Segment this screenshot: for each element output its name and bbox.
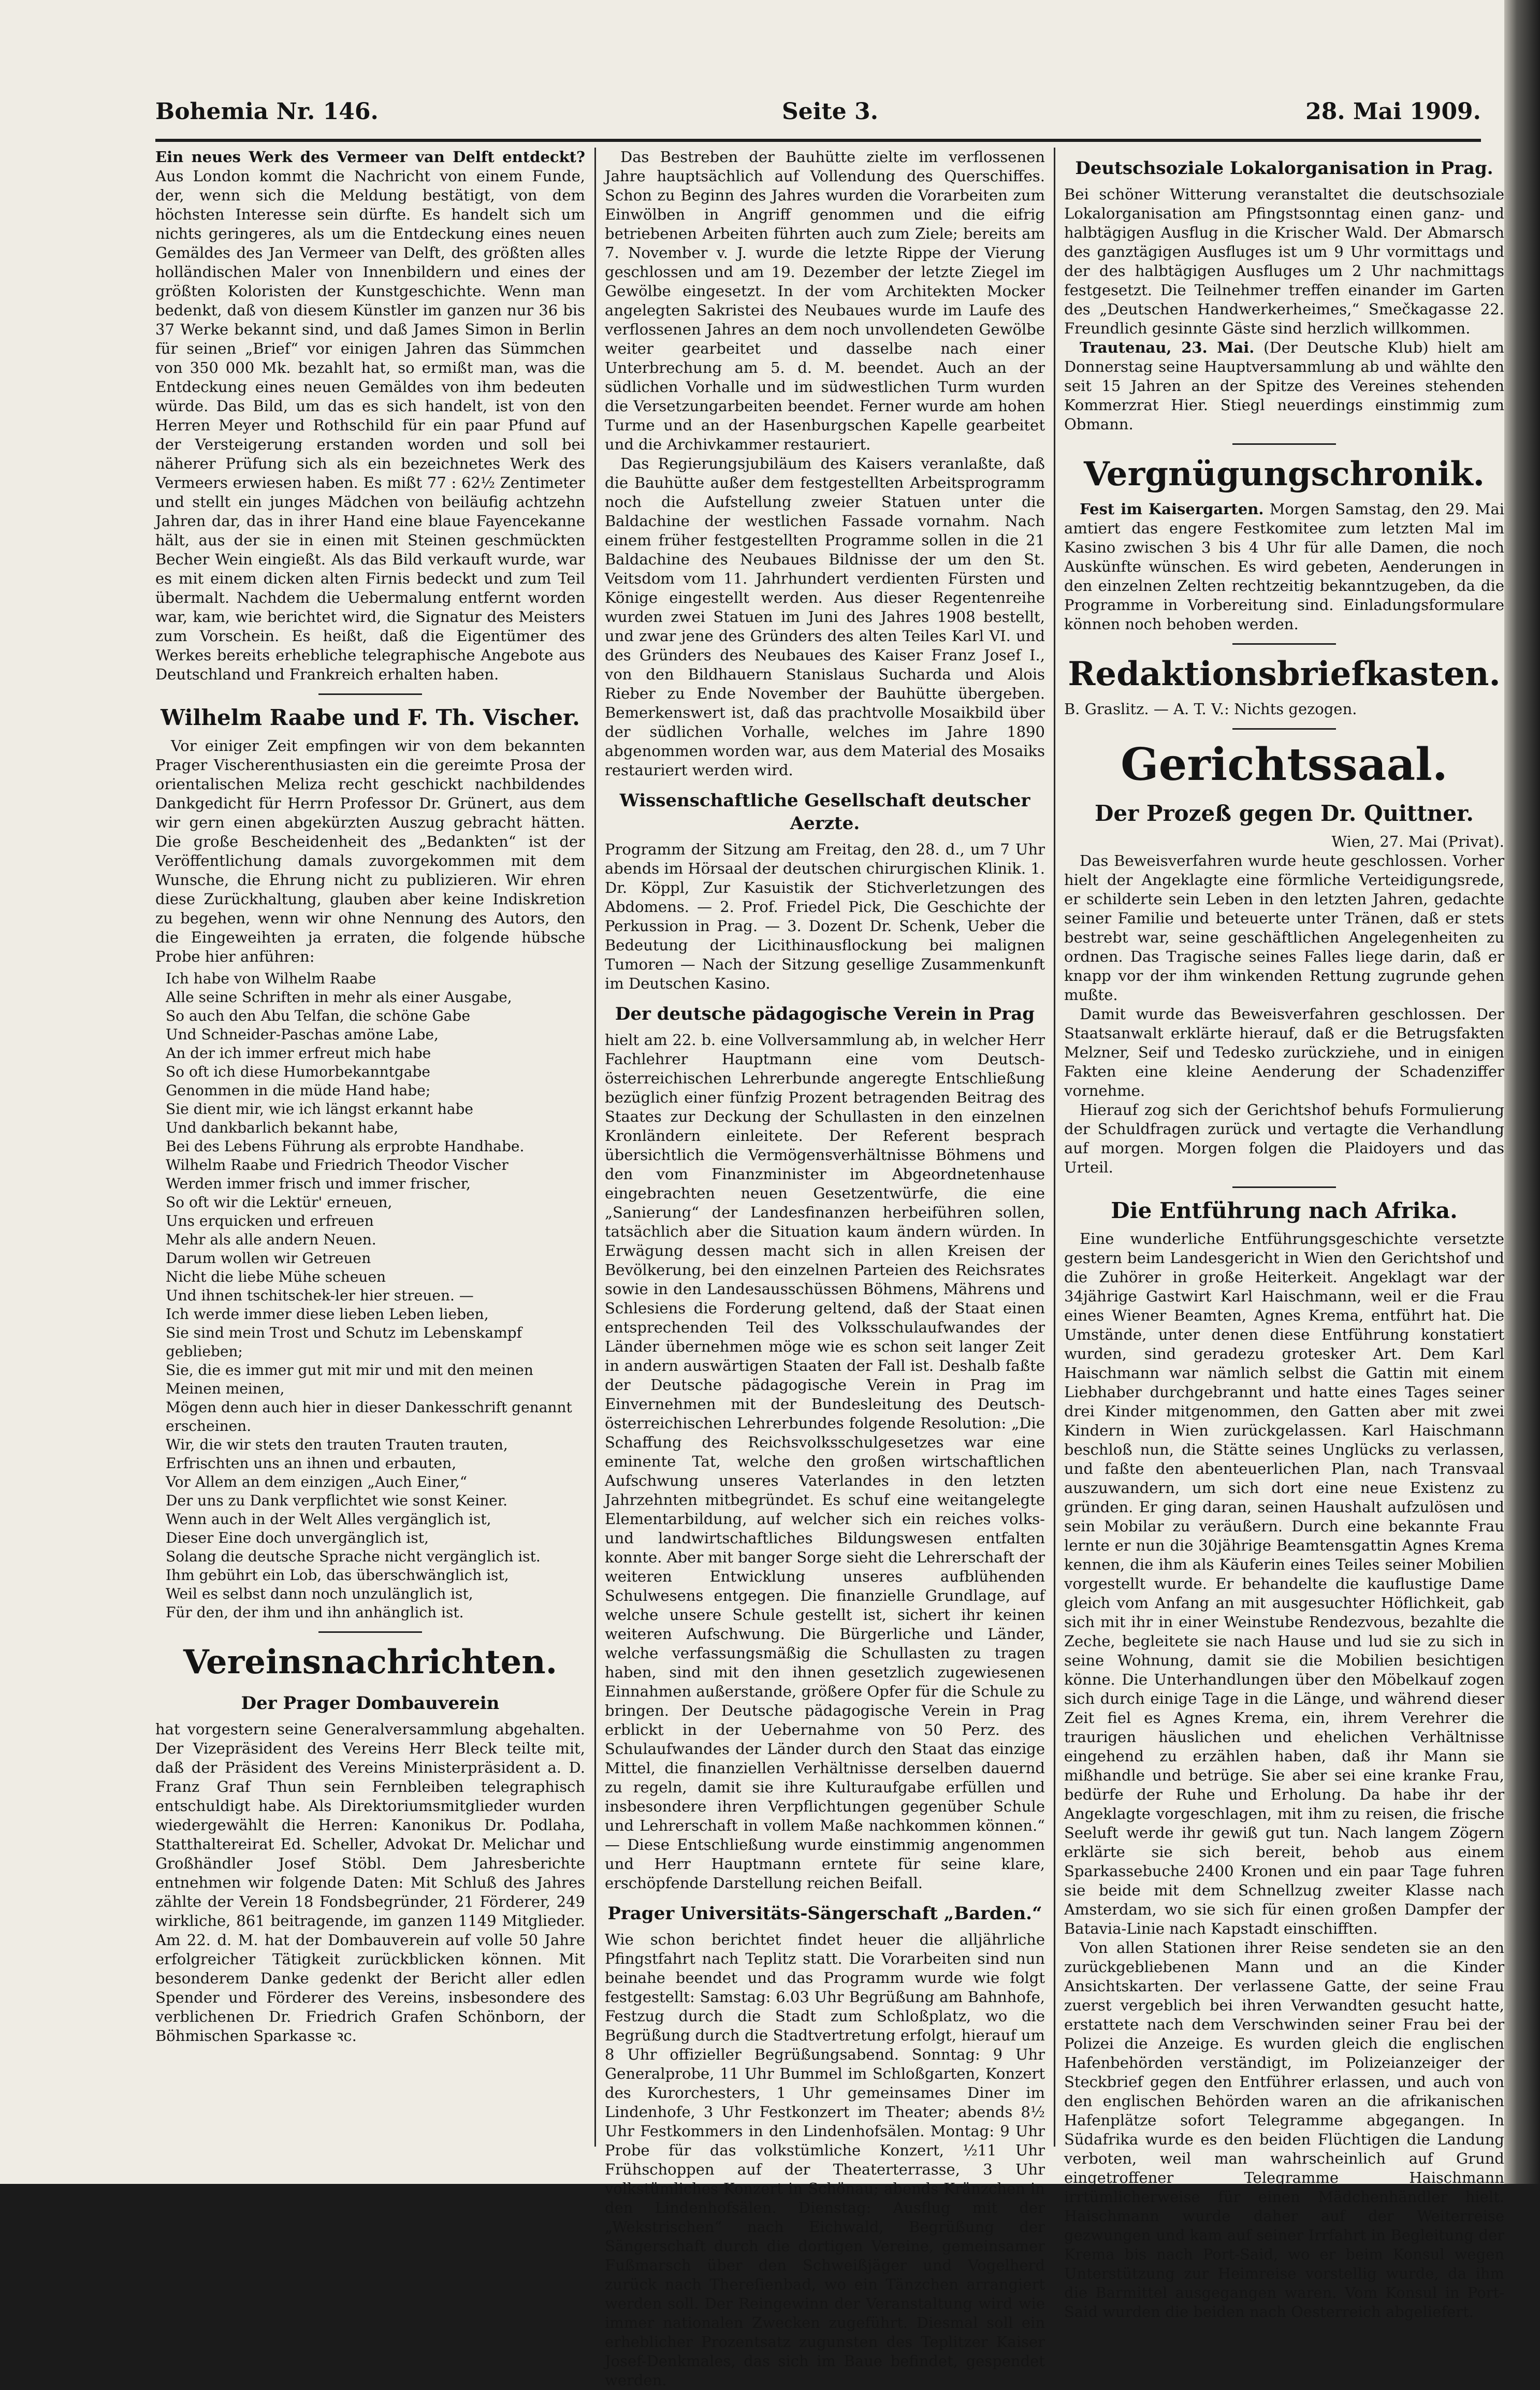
dateline: Wien, 27. Mai (Privat). (1331, 833, 1504, 850)
article-title: Fest im Kaisergarten. (1080, 500, 1264, 518)
article-divider (318, 1631, 422, 1633)
poem-line: Alle seine Schriften in mehr als einer Ausgabe, (166, 989, 512, 1006)
section-title: Gerichtssaal. (1121, 738, 1448, 791)
poem-line: So oft ich diese Humorbekanntgabe (166, 1063, 430, 1080)
article-text: Hierauf zog sich der Gerichtshof behufs Formulierung der Schuldfragen zurück und vertagte die Verhandlung auf morgen. Morgen folgen die Plaidoyers und das Urteil. (1064, 1101, 1504, 1176)
poem-line: Ihm gebührt ein Lob, das überschwänglich ist, (166, 1567, 509, 1584)
header-rule (155, 139, 1481, 142)
column-3 (1064, 148, 1505, 2321)
poem-line: Mögen denn auch hier in dieser Dankesschrift genannt (166, 1399, 572, 1416)
column-rule (1054, 148, 1055, 2147)
article-trautenau (1064, 338, 1504, 434)
article-text: Damit wurde das Beweisverfahren geschlossen. Der Staatsanwalt erklärte hierauf, daß er die Betrugsfakten Melzner, Seif und Tedesko zurückziehe, und in einigen Fakten eine kleine Aenderung der Schadenziffer vornehme. (1064, 1005, 1504, 1099)
article-text: Das Beweisverfahren wurde heute geschlossen. Vorher hielt der Angeklagte eine förmliche Verteidigungsrede, er schilderte sein Leben in den letzten Jahren, gedachte seiner Familie und beteuerte unter Tränen, daß er stets bestrebt war, seine geschäftlichen Angelegenheiten zu ordnen. Das Tragische seines Falles liege darin, daß er knapp vor der ihm winkenden Rettung zugrunde gehen mußte. (1064, 852, 1504, 1004)
poem-line: Sie, die es immer gut mit mir und mit den meinen (166, 1361, 533, 1379)
poem-line: Darum wollen wir Getreuen (166, 1250, 371, 1267)
poem-line: Bei des Lebens Führung als erprobte Handhabe. (166, 1138, 525, 1155)
article-divider (1232, 443, 1336, 445)
section-title: Vereinsnachrichten. (183, 1643, 557, 1682)
poem-line: Solang die deutsche Sprache nicht vergänglich ist. (166, 1548, 541, 1565)
article-title: Der deutsche pädagogische Verein in Prag (615, 1004, 1035, 1024)
article-text: (Der Deutsche Klub) hielt am Donnerstag seine Hauptversammlung ab und wählte den seit 15 Jahren an der Spitze des Vereines stehenden Kommerzrat Hier. Stiegl neuerdings einstimmig zum Obmann. (1064, 339, 1505, 433)
article-fest (1064, 500, 1504, 634)
poem-line: Wilhelm Raabe und Friedrich Theodor Vischer (166, 1156, 509, 1174)
article-text: Wie schon berichtet findet heuer die alljährliche Pfingstfahrt nach Teplitz statt. Die Vorarbeiten sind nun beinahe beendet und das Programm wurde wie folgt festgestellt: Samstag: 6.03 Uhr Begrüßung am Bahnhofe, Festzug durch die Stadt zum Schloßplatz, wo die Begrüßung durch die Stadtvertretung erfolgt, hierauf um 8 Uhr offizieller Begrüßungsabend. Sonntag: 9 Uhr Generalprobe, 11 Uhr Bummel im Schloßgarten, Konzert des Kurorchesters, 1 Uhr gemeinsames Diner im Lindenhofe, 3 Uhr Festkonzert im Theater; abends 8½ Uhr Festkommers in den Lindenhofsälen. Montag: 9 Uhr Probe für das volkstümliche Konzert, ½11 Uhr Frühschoppen auf der Theaterterrasse, 3 Uhr volkstümliches Konzert in Schönau; abends Kränzchen in den Lindenhofsälen. Dienstag: Ausflug mit der „Wekstrischen“ nach Eichwald, Begrüßung der Sängerschaft durch die dortigen Vereine, gemeinsamer Fußmarsch über den Schweißjäger und Vogelherd zurück nach Thereſienbad, wo ein Tänzchen arrangiert werden soll. Der Reingewinn der Veranstaltung wird wie immer nationalen Zwecken zugeführt. Diesmal soll ein erheblicher Prozentsatz zugunsten des Teplitzer Kaiser Josef-Denkmales, das sich im Baue befindet, gespendet werden. (605, 1931, 1045, 2389)
article-text: Von allen Stationen ihrer Reise sendeten sie an den zurückgebliebenen Mann und an die Kinder Ansichtskarten. Der verlassene Gatte, der seine Frau zuerst vergeblich bei ihren Verwandten gesucht hatte, erstattete nach dem Verschwinden seiner Frau bei der Polizei die Anzeige. Es wurden gleich die englischen Hafenbehörden verständigt, im Polizeianzeiger der Steckbrief gegen den Entführer erlassen, und auch von den englischen Behörden waren an die afrikanischen Hafenplätze sofort Telegramme abgegangen. In Südafrika wurde es den beiden Flüchtigen die Landung verboten, weil man wahrscheinlich auf Grund eingetroffener Telegramme Haischmann irrtümlicherweise für einen Mädchenhändler hielt. Haischmann wurde daher auf der Weiterreise gezwungen und kam auf seiner Irrfahrt in Begleitung der Krema bis nach Port-Said, wo er beim Konsul wegen Unterstützung zur Heimreise vorstellig wurde, da ihm die Barmittel ausgegangen waren. Vom Konsul in Port-Said wurden die beiden nach Oesterreich abgeliefert. (1064, 1939, 1504, 2321)
article-text: Programm der Sitzung am Freitag, den 28. d., um 7 Uhr abends im Hörsaal der deutschen chirurgischen Klinik. 1. Dr. Köppl, Zur Kasuistik der Stichverletzungen des Abdomens. — 2. Prof. Friedel Pick, Die Geschichte der Perkussion in Prag. — 3. Dozent Dr. Schenk, Ueber die Bedeutung der Licithinausflockung bei malignen Tumoren — Nach der Sitzung gesellige Zusammenkunft im Deutschen Kasino. (605, 841, 1045, 992)
poem-line: Dieser Eine doch unvergänglich ist, (166, 1529, 429, 1546)
poem-line: geblieben; (166, 1343, 243, 1360)
poem-line: Meinen meinen, (166, 1380, 285, 1397)
article-subtitle: Der Prager Dombauverein (241, 1693, 500, 1714)
masthead-issue: Bohemia Nr. 146. (155, 98, 379, 125)
poem-line: Ich habe von Wilhelm Raabe (166, 970, 376, 987)
poem-line: Für den, der ihm und ihn anhänglich ist. (166, 1604, 464, 1621)
poem-line: erscheinen. (166, 1417, 252, 1435)
poem-line: Genommen in die müde Hand habe; (166, 1082, 431, 1099)
article-text: Bei schöner Witterung veranstaltet die deutschsoziale Lokalorganisation am Pfingstsonntag einen ganz- und halbtägigen Ausflug in die Krischer Wald. Der Abmarsch des ganztägigen Ausfluges ist um 9 Uhr vormittags und der des halbtägigen Ausfluges um 2 Uhr nachmittags festgesetzt. Die Teilnehmer treffen einander im Garten des „Deutschen Handwerkerheimes,“ Smečkagasse 22. Freundlich gesinnte Gäste sind herzlich willkommen. (1064, 185, 1504, 337)
article-text: Eine wunderliche Entführungsgeschichte versetzte gestern beim Landesgericht in Wien den Gerichtshof und die Zuhörer in große Heiterkeit. Angeklagt war der 34jährige Gastwirt Karl Haischmann, weil er die Frau eines Wiener Beamten, Agnes Krema, entführt hat. Die Umstände, unter denen diese Entführung konstatiert wurden, sind geradezu grotesker Art. Dem Karl Haischmann war nämlich selbst die Gattin mit einem Liebhaber durchgebrannt und hatte eines Tages seiner drei Kinder mitgenommen, den Gatten aber mit zwei Kindern in Wien zurückgelassen. Karl Haischmann beschloß nun, die Stätte seines Unglücks zu verlassen, und faßte den abenteuerlichen Plan, nach Transvaal auszuwandern, um sich dort eine neue Existenz zu gründen. Er ging daran, seinen Haushalt aufzulösen und sein Mobilar zu veräußern. Durch eine bekannte Frau lernte er nun die 30jährige Beamtensgattin Agnes Krema kennen, die ihm als Käuferin eines Teiles seiner Mobilien vorgestellt wurde. Er behandelte die kauflustige Dame gleich vom Anfang an mit ausgesuchter Höflichkeit, gab sich mit ihr in einer Weinstube Rendezvous, bezahlte die Zeche, begleitete sie nach Hause und lud sie zu sich in seine Wohnung, damit sie die Mobilien besichtigen könne. Die Unterhandlungen über den Möbelkauf zogen sich durch einige Tage in die Länge, und während dieser Zeit fiel es Agnes Krema, ein, ihrem Verehrer die traurigen häuslichen und ehelichen Verhältnisse eingehend zu erzählen haben, daß ihr Mann sie mißhandle und betrüge. Sie aber sei eine kranke Frau, bedürfe der Ruhe und Erholung. Da habe ihr der Angeklagte vorgeschlagen, mit ihm zu reisen, die frische Seeluft werde ihr gewiß gut tun. Nach langem Zögern erklärte sie sich bereit, behob aus einem Sparkassebuche 2400 Kronen und ein paar Tage fuhren sie beide mit dem Schnellzug zweiter Klasse nach Amsterdam, wo sie sich für einen großen Dampfer der Batavia-Linie nach Kapstadt einschifften. (1064, 1230, 1504, 1937)
poem-line: Und dankbarlich bekannt habe, (166, 1119, 399, 1136)
poem-line: So auch den Abu Telfan, die schöne Gabe (166, 1007, 471, 1024)
poem-line: Und Schneider-Paschas amöne Labe, (166, 1026, 439, 1043)
article-text: Aus London kommt die Nachricht von einem Funde, der, wenn sich die Meldung bestätigt, von dem höchsten Interesse sein dürfte. Es handelt sich um nichts geringeres, als um die Entdeckung eines neuen Gemäldes des Jan Vermeer van Delft, des größten alles holländischen Maler von Innenbildern und eines der größten Koloristen der Kunstgeschichte. Wenn man bedenkt, daß von diesem Künstler im ganzen nur 36 bis 37 Werke bekannt sind, und daß James Simon in Berlin für seinen „Brief“ vor einigen Jahren das Sümmchen von 350 000 Mk. bezahlt hat, so ermißt man, was die Entdeckung eines neuen Gemäldes von ihm bedeuten würde. Das Bild, um das es sich handelt, ist von den Herren Meyer und Rothschild für ein paar Pfund auf der Versteigerung erstanden worden und soll bei näherer Prüfung sich als ein bezeichnetes Werk des Vermeers erwiesen haben. Es mißt 77 : 62½ Zentimeter und stellt ein junges Mädchen von beiläufig achtzehn Jahren dar, das in ihrer Hand eine blaue Fayencekanne hält, aus der sie in einen mit Steinen geschmückten Becher Wein eingießt. Als das Bild verkauft wurde, war es mit einem dicken alten Firnis bedeckt und zum Teil übermalt. Nachdem die Uebermalung entfernt worden war, kam, wie berichtet wird, die Signatur des Meisters zum Vorschein. Es heißt, daß die Eigentümer des Werkes bereits erhebliche telegraphische Angebote aus Deutschland und Frankreich erhalten haben. (155, 167, 585, 683)
poem-line: Mehr als alle andern Neuen. (166, 1231, 376, 1248)
article-text: Das Regierungsjubiläum des Kaisers veranlaßte, daß die Bauhütte außer dem festgestellten Arbeitsprogramm noch die Aufstellung zweier Statuen unter die Baldachine der westlichen Fassade vornahm. Nach einem früher festgestellten Programme sollen in die 21 Baldachine des Neubaues Bildnisse der um den St. Veitsdom vom 11. Jahrhundert verdienten Fürsten und Könige eingestellt werden. Aus dieser Regentenreihe wurden zwei Statuen im Juni des Jahres 1908 bestellt, und zwar jene des Gründers des alten Teiles Karl VI. und des Gründers des Neubaues des Kaiser Franz Josef I., von den Bildhauern Stanislaus Sucharda und Alois Rieber zu Ende November der Bauhütte übergeben. Bemerkenswert ist, daß das prachtvolle Mosaikbild über der südlichen Vorhalle, welches im Jahre 1890 abgenommen worden war, aus dem Material des Mosaiks restauriert werden wird. (605, 455, 1045, 779)
poem-line: Sie sind mein Trost und Schutz im Lebenskampf (166, 1324, 522, 1341)
article-title: Ein neues Werk des Vermeer van Delft entdeckt? (155, 148, 585, 166)
scan-edge (1504, 0, 1540, 2184)
poem-line: Vor Allem an dem einzigen „Auch Einer,“ (166, 1473, 468, 1490)
page-number: Seite 3. (782, 98, 879, 125)
article-divider (1232, 728, 1336, 730)
poem-line: Wir, die wir stets den trauten Trauten trauten, (166, 1436, 508, 1453)
column-2 (605, 148, 1045, 2389)
poem-line: Wenn auch in der Welt Alles vergänglich ist, (166, 1511, 491, 1528)
column-rule (594, 148, 596, 2147)
article-text: hat vorgestern seine Generalversammlung abgehalten. Der Vizepräsident des Vereins Herr Bleck teilte mit, daß der Präsident des Vereins Ministerpräsident a. D. Franz Graf Thun sein Fernbleiben telegraphisch entschuldigt habe. Als Direktoriumsmitglieder wurden wiedergewählt die Herren: Kanonikus Dr. Podlaha, Statthaltereirat Ed. Scheller, Advokat Dr. Melichar und Großhändler Josef Stöbl. Dem Jahresberichte entnehmen wir folgende Daten: Mit Schluß des Jahres zählte der Verein 18 Fondsbegründer, 21 Förderer, 249 wirkliche, 861 beitragende, im ganzen 1149 Mitglieder. Am 22. d. M. hat der Dombauverein auf volle 50 Jahre erfolgreicher Tätigkeit zurückblicken können. Mit besonderem Danke gedenkt der Bericht aller edlen Spender und Förderer des Vereins, insbesondere des verblichenen Dr. Friedrich Grafen Schönborn, der Böhmischen Sparkasse ꝛc. (155, 1720, 585, 2045)
article-subtitle: Die Entführung nach Afrika. (1111, 1198, 1458, 1223)
article-text: Vor einiger Zeit empfingen wir von dem bekannten Prager Vischerenthusiasten ein die gereimte Prosa der orientalischen Meliza recht geschickt nachbildendes Dankgedicht für Herrn Professor Dr. Grünert, aus dem wir gern einen abgekürzten Auszug gebracht hätten. Die große Bescheidenheit des „Bedankten“ ist der Veröffentlichung damals zuvorgekommen mit dem Wunsche, die Ehrung nicht zu publizieren. Wir ehren diese Zurückhaltung, glauben aber keine Indiskretion zu begehen, wenn wir ohne Nennung des Autors, den die Eingeweihten ja erraten, die folgende hübsche Probe hier anführen: (155, 737, 585, 965)
article-text: B. Graslitz. — A. T. V.: Nichts gezogen. (1064, 700, 1357, 718)
poem-line: Sie dient mir, wie ich längst erkannt habe (166, 1100, 474, 1118)
article-title: Trautenau, 23. Mai. (1080, 339, 1255, 356)
article-subtitle: Der Prozeß gegen Dr. Quittner. (1094, 801, 1474, 826)
poem-line: Nicht die liebe Mühe scheuen (166, 1268, 386, 1285)
article-divider (318, 693, 422, 695)
article-text: Morgen Samstag, den 29. Mai amtiert das engere Festkomitee zum letzten Mal im Kasino zwischen 3 bis 4 Uhr für alle Damen, die noch Auskünfte wünschen. Es wird gebeten, Aenderungen in den einzelnen Zelten rechtzeitig bekanntzugeben, da die Programme in Vorbereitung sind. Einladungsformulare können noch behoben werden. (1064, 500, 1505, 633)
article-divider (1232, 643, 1336, 645)
article-title: Wissenschaftliche Gesellschaft deutscher Aerzte. (619, 790, 1030, 834)
poem-line: An der ich immer erfreut mich habe (166, 1045, 431, 1062)
article-vermeer (155, 148, 585, 684)
page-header (155, 98, 1481, 135)
article-title: Deutschsoziale Lokalorganisation in Prag. (1075, 158, 1493, 179)
section-title: Redaktionsbriefkasten. (1068, 655, 1501, 693)
poem-line: Uns erquicken und erfreuen (166, 1212, 374, 1229)
article-text: Das Bestreben der Bauhütte zielte im verflossenen Jahre hauptsächlich auf Vollendung des Querschiffes. Schon zu Beginn des Jahres wurden die Vorarbeiten zum Einwölben in Angriff genommen und die eifrig betriebenen Arbeiten führten auch zum Ziele; bereits am 7. November v. J. wurde die letzte Rippe der Vierung geschlossen und am 19. Dezember der letzte Ziegel im Gewölbe eingesetzt. In der vom Architekten Mocker angelegten Sakristei des Neubaues wurde im Laufe des verflossenen Jahres an dem noch unvollendeten Gewölbe weiter gearbeitet und dasselbe nach einer Unterbrechung am 5. d. M. beendet. Auch an der südlichen Vorhalle und im südwestlichen Turm wurden die Versetzungarbeiten beendet. Ferner wurde am hohen Turme und an der Hasenburgschen Kapelle gearbeitet und die Archivkammer restauriert. (605, 148, 1045, 453)
article-divider (1232, 1186, 1336, 1188)
poem-line: So oft wir die Lektür' erneuen, (166, 1194, 393, 1211)
poem (166, 969, 585, 1622)
column-1 (155, 148, 585, 2147)
article-title: Wilhelm Raabe und F. Th. Vischer. (161, 705, 580, 730)
poem-line: Weil es selbst dann noch unzulänglich ist, (166, 1585, 473, 1602)
poem-line: Werden immer frisch und immer frischer, (166, 1175, 471, 1192)
poem-line: Erfrischten uns an ihnen und erbauten, (166, 1455, 457, 1472)
poem-line: Und ihnen tschitschek-ler hier streuen. — (166, 1287, 474, 1304)
poem-line: Ich werde immer diese lieben Leben lieben, (166, 1306, 489, 1323)
section-title: Vergnügungschronik. (1084, 455, 1485, 494)
poem-line: Der uns zu Dank verpflichtet wie sonst Keiner. (166, 1492, 508, 1509)
issue-date: 28. Mai 1909. (1305, 98, 1481, 125)
article-title: Prager Universitäts-Sängerschaft „Barden.“ (607, 1903, 1042, 1924)
article-text: hielt am 22. b. eine Vollversammlung ab, in welcher Herr Fachlehrer Hauptmann eine vom Deutsch-österreichischen Lehrerbunde angeregte Entschließung bezüglich einer fünfzig Prozent betragenden Beitrag des Staates zur Deckung der Schullasten in den einzelnen Kronländern einleitete. Der Referent besprach übersichtlich die Vermögensverhältnisse Böhmens und den vom Finanzminister im Abgeordnetenhause eingebrachten neuen Gesetzentwürfe, die eine „Sanierung“ der Landesfinanzen herbeiführen sollen, tatsächlich aber die Situation kaum ändern würden. In Erwägung dessen macht sich in allen Kreisen der Bevölkerung, bei den einzelnen Parteien des Reichsrates sowie in den Landesausschüssen Böhmens, Mährens und Schlesiens die Forderung geltend, daß der Staat einen entsprechenden Teil des Volksschulaufwandes der Länder übernehmen möge wie es schon seit langer Zeit in andern auswärtigen Staaten der Fall ist. Deshalb faßte der Deutsche pädagogische Verein in Prag im Einvernehmen mit der Bundesleitung des Deutsch-österreichischen Lehrerbundes folgende Resolution: „Die Schaffung des Reichsvolksschulgesetzes war eine eminente Tat, welche den großen wirtschaftlichen Aufschwung unseres Vaterlandes in den letzten Jahrzehnten mitbegründet. Es schuf eine weitangelegte Elementarbildung, auf welcher sich ein reiches volks- und landwirtschaftliches Bildungswesen entfalten konnte. Aber mit banger Sorge sieht die Lehrerschaft der weiteren Entwicklung unseres aufblühenden Schulwesens entgegen. Die finanzielle Grundlage, auf welche unsere Schule gestellt ist, sichert ihr keinen weiteren Aufschwung. Die Bürgerliche und Länder, welche verfassungsmäßig die Schullasten zu tragen haben, sind mit den ihnen gesetzlich zugewiesenen Einnahmen außerstande, größere Opfer für die Schule zu bringen. Der Deutsche pädagogische Verein in Prag erblickt in der Uebernahme von 50 Perz. des Schulaufwandes der Länder durch den Staat das einzige Mittel, die finanziellen Verhältnisse derselben dauernd zu regeln, damit sie ihre Kulturaufgabe erfüllen und insbesondere ihren Verpflichtungen gegenüber Schule und Lehrerschaft in vollem Maße nachkommen können.“ — Diese Entschließung wurde einstimmig angenommen und Herr Hauptmann erntete für seine klare, erschöpfende Darstellung reichen Beifall. (605, 1031, 1045, 1892)
